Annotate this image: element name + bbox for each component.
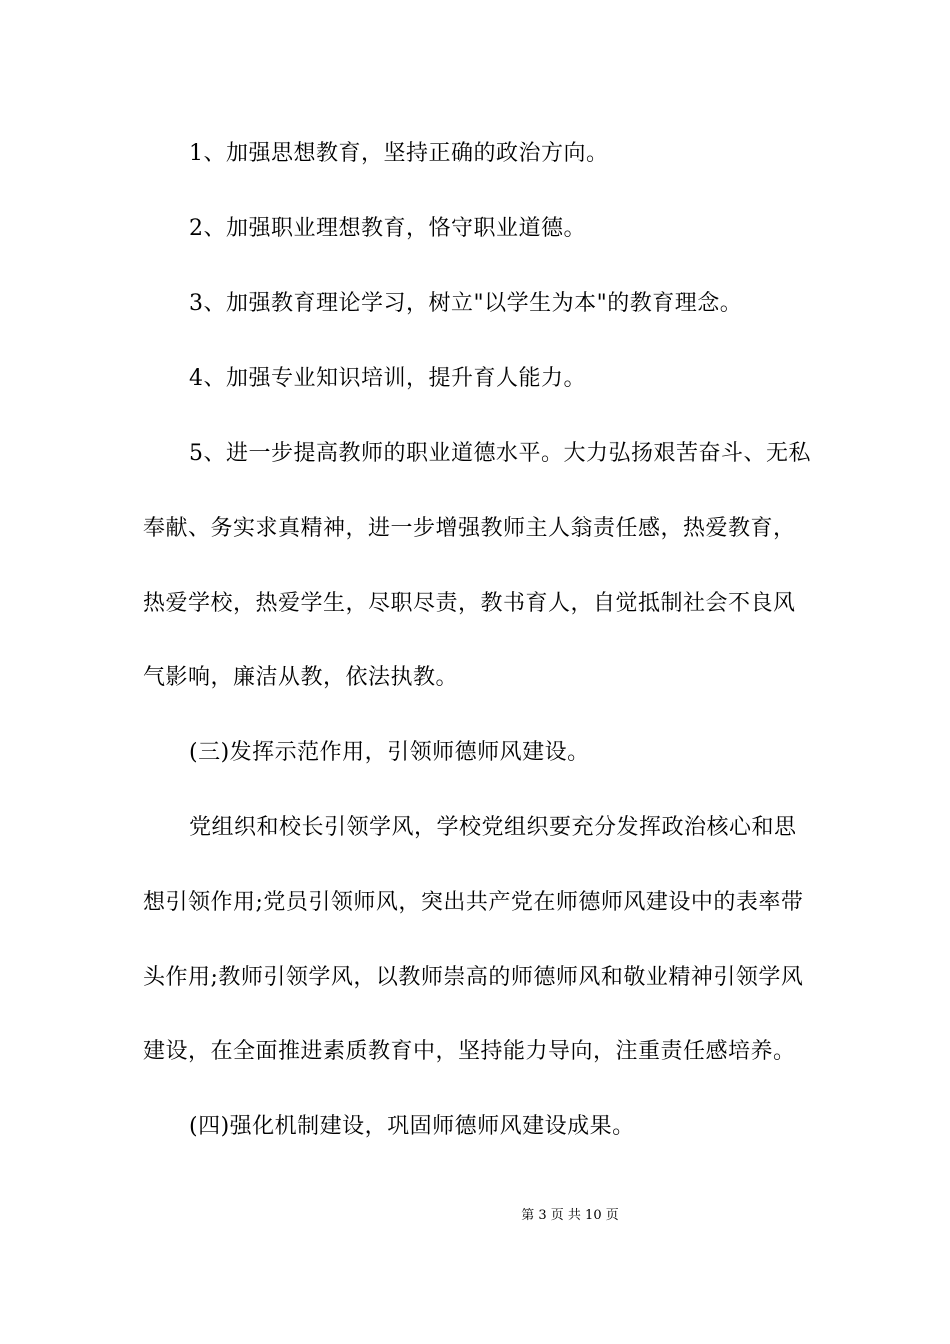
list-item-3: 3、加强教育理论学习，树立"以学生为本"的教育理念。 — [189, 291, 743, 316]
section-heading-3: (三)发挥示范作用，引领师德师风建设。 — [189, 740, 590, 765]
section-heading-4: (四)强化机制建设，巩固师德师风建设成果。 — [189, 1114, 635, 1139]
list-item-1: 1、加强思想教育，坚持正确的政治方向。 — [189, 141, 609, 166]
paragraph-line-4: 建设，在全面推进素质教育中，坚持能力导向，注重责任感培养。 — [143, 1039, 796, 1064]
paragraph-line-2: 想引领作用;党员引领师风，突出共产党在师德师风建设中的表率带 — [143, 890, 804, 915]
page-number: 第 3 页 共 10 页 — [521, 1208, 619, 1223]
list-item-5-line-1: 5、进一步提高教师的职业道德水平。大力弘扬艰苦奋斗、无私 — [189, 441, 811, 466]
list-item-4: 4、加强专业知识培训，提升育人能力。 — [189, 366, 586, 391]
list-item-2: 2、加强职业理想教育，恪守职业道德。 — [189, 216, 586, 241]
paragraph-line-1: 党组织和校长引领学风，学校党组织要充分发挥政治核心和思 — [189, 815, 797, 840]
list-item-5-line-3: 热爱学校，热爱学生，尽职尽责，教书育人，自觉抵制社会不良风 — [143, 591, 796, 616]
paragraph-line-3: 头作用;教师引领学风，以教师崇高的师德师风和敬业精神引领学风 — [143, 965, 804, 990]
list-item-5-line-2: 奉献、务实求真精神，进一步增强教师主人翁责任感，热爱教育， — [143, 516, 796, 541]
list-item-5-line-4: 气影响，廉洁从教，依法执教。 — [143, 665, 459, 690]
